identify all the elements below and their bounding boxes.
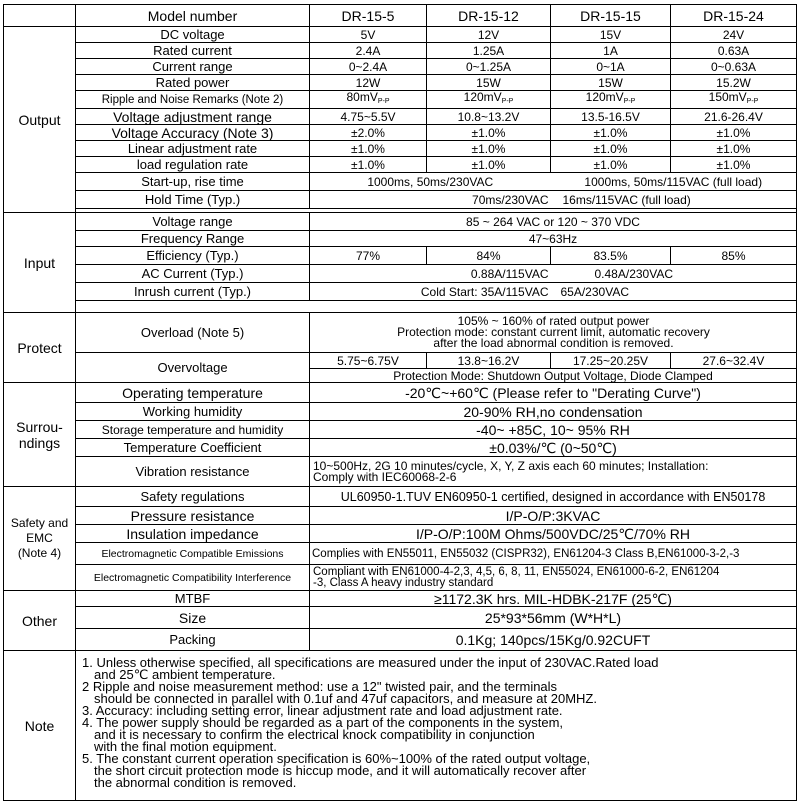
pressure-resistance-row	[4, 507, 797, 525]
efficiency-value: 84%	[427, 247, 551, 265]
storage-label: Storage temperature and humidity	[76, 421, 310, 439]
emc-interference-label: Electromagnetic Compatibility Interference	[76, 565, 310, 591]
efficiency-value: 83.5%	[551, 247, 671, 265]
hold-time-value-230: 70ms/230VAC	[310, 191, 551, 209]
load-regulation-value: ±1.0%	[671, 157, 797, 173]
ripple-value	[671, 91, 797, 109]
ripple-value-text: 120mV	[585, 90, 624, 104]
note-line: and 25℃ ambient temperature.	[94, 667, 276, 682]
dc-voltage-value: 12V	[427, 27, 551, 43]
mtbf-row	[4, 591, 797, 607]
insulation-impedance-label: Insulation impedance	[76, 525, 310, 543]
note-line: 5. The constant current operation specification is 60%~100% of the rated output voltage,	[82, 751, 591, 766]
emc-interference-row	[4, 565, 797, 591]
insulation-impedance-value: I/P-O/P:100M Ohms/500VDC/25℃/70% RH	[310, 525, 797, 543]
insulation-impedance-row	[4, 525, 797, 543]
packing-row	[4, 629, 797, 651]
overload-line-1: 105% ~ 160% of rated output power	[457, 314, 650, 328]
rated-current-value: 2.4A	[310, 43, 427, 59]
note-line: with the final motion equipment.	[94, 739, 277, 754]
header-blank	[4, 5, 76, 27]
rated-power-value: 15.2W	[671, 75, 797, 91]
operating-temperature-row	[4, 383, 797, 403]
rated-power-label: Rated power	[76, 75, 310, 91]
load-regulation-value: ±1.0%	[310, 157, 427, 173]
startup-row	[4, 173, 797, 191]
section-other: Other	[4, 591, 76, 651]
voltage-adjustment-value: 4.75~5.5V	[310, 109, 427, 125]
working-humidity-value: 20-90% RH,no condensation	[310, 403, 797, 421]
packing-label: Packing	[76, 629, 310, 651]
linear-adjustment-value: ±1.0%	[310, 141, 427, 157]
mtbf-label: MTBF	[76, 591, 310, 607]
note-line: should be connected in parallel with 0.1uf and 47uf capacitors, and measure at 20MHZ.	[94, 691, 597, 706]
storage-row	[4, 421, 797, 439]
ripple-unit-sub: P-P	[623, 98, 636, 105]
frequency-range-label: Frequency Range	[76, 231, 310, 247]
model-dr-15-15: DR-15-15	[551, 5, 671, 27]
current-range-value: 0~2.4A	[310, 59, 427, 75]
linear-adjustment-row	[4, 141, 797, 157]
dc-voltage-row	[4, 27, 797, 43]
safety-regulations-label: Safety regulations	[76, 487, 310, 507]
vibration-line-1: 10~500Hz, 2G 10 minutes/cycle, X, Y, Z axis each 60 minutes; Installation:	[313, 458, 709, 473]
overvoltage-label: Overvoltage	[76, 353, 310, 383]
input-spacer-cell	[76, 301, 797, 313]
ac-current-label: AC Current (Typ.)	[76, 265, 310, 283]
overload-value	[310, 313, 797, 353]
voltage-adjustment-row	[4, 109, 797, 125]
temperature-coefficient-value: ±0.03%/℃ (0~50℃)	[310, 439, 797, 457]
vibration-line-2: Comply with IEC60068-2-6	[313, 469, 457, 484]
model-number-label: Model number	[76, 5, 310, 27]
ripple-unit-sub: P-P	[377, 98, 390, 105]
startup-label: Start-up, rise time	[76, 173, 310, 191]
input-end-spacer	[4, 301, 797, 313]
temperature-coefficient-row	[4, 439, 797, 457]
ripple-value-text: 120mV	[463, 90, 502, 104]
overvoltage-value: 13.8~16.2V	[427, 353, 551, 369]
operating-temperature-value: -20℃~+60℃ (Please refer to "Derating Curve")	[310, 383, 797, 403]
section-output: Output	[4, 27, 76, 213]
overload-line-3: after the load abnormal condition is removed.	[433, 336, 674, 350]
overvoltage-value: 27.6~32.4V	[671, 353, 797, 369]
temperature-coefficient-label: Temperature Coefficient	[76, 439, 310, 457]
efficiency-value: 77%	[310, 247, 427, 265]
working-humidity-row	[4, 403, 797, 421]
startup-value-230: 1000ms, 50ms/230VAC	[310, 173, 551, 191]
overvoltage-value: 5.75~6.75V	[310, 353, 427, 369]
current-range-value: 0~1.25A	[427, 59, 551, 75]
linear-adjustment-value: ±1.0%	[671, 141, 797, 157]
section-safety-line-2: EMC	[26, 531, 53, 545]
model-dr-15-12: DR-15-12	[427, 5, 551, 27]
section-safety-line-3: (Note 4)	[17, 546, 62, 560]
voltage-adjustment-value: 21.6-26.4V	[671, 109, 797, 125]
voltage-range-label: Voltage range	[76, 213, 310, 231]
rated-power-value: 12W	[310, 75, 427, 91]
note-line: 4. The power supply should be regarded as a part of the components in the system,	[82, 715, 564, 730]
rated-power-value: 15W	[551, 75, 671, 91]
header-row	[4, 5, 797, 27]
ac-current-value-230: 0.48A/230VAC	[551, 265, 797, 283]
ripple-value	[427, 91, 551, 109]
efficiency-value: 85%	[671, 247, 797, 265]
rated-power-value: 15W	[427, 75, 551, 91]
overload-line-2: Protection mode: constant current limit, automatic recovery	[397, 325, 710, 339]
ripple-unit-sub: P-P	[501, 98, 514, 105]
overvoltage-value: 17.25~20.25V	[551, 353, 671, 369]
rated-current-value: 0.63A	[671, 43, 797, 59]
section-surroundings	[4, 383, 76, 487]
ripple-row	[4, 91, 797, 109]
hold-time-row	[4, 191, 797, 209]
emc-interference-value	[310, 565, 797, 591]
dc-voltage-value: 5V	[310, 27, 427, 43]
note-line: the abnormal condition is removed.	[94, 775, 297, 790]
section-input: Input	[4, 213, 76, 313]
ripple-value-text: 150mV	[708, 90, 747, 104]
emc-emissions-label: Electromagnetic Compatible Emissions	[76, 543, 310, 565]
note-line: 3. Accuracy: including setting error, linear adjustment rate and load adjustment rate.	[82, 703, 563, 718]
model-dr-15-5: DR-15-5	[310, 5, 427, 27]
hold-time-value-115: 16ms/115VAC (full load)	[551, 191, 797, 209]
linear-adjustment-value: ±1.0%	[551, 141, 671, 157]
safety-regulations-row	[4, 487, 797, 507]
emc-interference-line-1: Compliant with EN61000-4-2,3, 4,5, 6, 8, 11, EN55024, EN61000-6-2, EN61204	[313, 565, 720, 578]
current-range-label: Current range	[76, 59, 310, 75]
overvoltage-mode: Protection Mode: Shutdown Output Voltage, Diode Clamped	[310, 369, 797, 383]
dc-voltage-value: 15V	[551, 27, 671, 43]
section-safety-line-1: Safety and	[10, 516, 69, 530]
voltage-accuracy-value: ±1.0%	[671, 125, 797, 141]
voltage-range-value: 85 ~ 264 VAC or 120 ~ 370 VDC	[310, 213, 797, 231]
load-regulation-label: load regulation rate	[76, 157, 310, 173]
current-range-value: 0~1A	[551, 59, 671, 75]
safety-regulations-value: UL60950-1.TUV EN60950-1 certified, designed in accordance with EN50178	[310, 487, 797, 507]
operating-temperature-label: Operating temperature	[76, 383, 310, 403]
rated-current-value: 1A	[551, 43, 671, 59]
pressure-resistance-value: I/P-O/P:3KVAC	[310, 507, 797, 525]
emc-interference-line-2: -3, Class A heavy industry standard	[313, 576, 494, 589]
emc-emissions-row	[4, 543, 797, 565]
voltage-adjustment-label: Voltage adjustment range	[76, 109, 310, 125]
overload-row	[4, 313, 797, 353]
ac-current-value-115: 0.88A/115VAC	[310, 265, 551, 283]
efficiency-label: Efficiency (Typ.)	[76, 247, 310, 265]
inrush-current-value-230: 65A/230VAC	[551, 283, 797, 301]
size-row	[4, 607, 797, 629]
load-regulation-value: ±1.0%	[551, 157, 671, 173]
ac-current-row	[4, 265, 797, 283]
voltage-range-row	[4, 213, 797, 231]
overload-label: Overload (Note 5)	[76, 313, 310, 353]
dc-voltage-label: DC voltage	[76, 27, 310, 43]
voltage-adjustment-value: 10.8~13.2V	[427, 109, 551, 125]
hold-time-label: Hold Time (Typ.)	[76, 191, 310, 209]
note-line: 1. Unless otherwise specified, all specifications are measured under the input of 230VAC.Rated load	[82, 655, 659, 670]
emc-emissions-value: Complies with EN55011, EN55032 (CISPR32), EN61204-3 Class B,EN61000-3-2,-3	[310, 543, 797, 565]
note-line: 2 Ripple and noise measurement method: use a 12" twisted pair, and the terminals	[82, 679, 558, 694]
storage-value: -40~ +85C, 10~ 95% RH	[310, 421, 797, 439]
current-range-row	[4, 59, 797, 75]
load-regulation-value: ±1.0%	[427, 157, 551, 173]
startup-value-115: 1000ms, 50ms/115VAC (full load)	[551, 173, 797, 191]
dc-voltage-value: 24V	[671, 27, 797, 43]
ripple-value-text: 80mV	[346, 90, 378, 104]
rated-current-row	[4, 43, 797, 59]
section-surroundings-text: Surrou-ndings	[16, 418, 63, 451]
model-dr-15-24: DR-15-24	[671, 5, 797, 27]
note-line: the short circuit protection mode is hiccup mode, and it will automatically recover after	[94, 763, 587, 778]
ripple-label: Ripple and Noise Remarks (Note 2)	[76, 91, 310, 109]
linear-adjustment-label: Linear adjustment rate	[76, 141, 310, 157]
rated-power-row	[4, 75, 797, 91]
voltage-accuracy-value: ±1.0%	[551, 125, 671, 141]
notes-body	[76, 651, 797, 801]
ripple-value	[310, 91, 427, 109]
spec-table	[3, 4, 797, 801]
frequency-range-row	[4, 231, 797, 247]
note-row	[4, 651, 797, 801]
voltage-accuracy-label: Voltage Accuracy (Note 3)	[76, 125, 310, 141]
rated-current-label: Rated current	[76, 43, 310, 59]
overvoltage-row	[4, 353, 797, 369]
section-protect: Protect	[4, 313, 76, 383]
pressure-resistance-label: Pressure resistance	[76, 507, 310, 525]
section-note: Note	[4, 651, 76, 801]
voltage-accuracy-value: ±2.0%	[310, 125, 427, 141]
ripple-value	[551, 91, 671, 109]
note-line: and it is necessary to confirm the electrical knock compatibility in conjunction	[94, 727, 535, 742]
inrush-current-row	[4, 283, 797, 301]
packing-value: 0.1Kg; 140pcs/15Kg/0.92CUFT	[310, 629, 797, 651]
section-safety-emc	[4, 487, 76, 591]
size-value: 25*93*56mm (W*H*L)	[310, 607, 797, 629]
mtbf-value: ≥1172.3K hrs. MIL-HDBK-217F (25℃)	[310, 591, 797, 607]
working-humidity-label: Working humidity	[76, 403, 310, 421]
linear-adjustment-value: ±1.0%	[427, 141, 551, 157]
voltage-adjustment-value: 13.5-16.5V	[551, 109, 671, 125]
voltage-accuracy-value: ±1.0%	[427, 125, 551, 141]
current-range-value: 0~0.63A	[671, 59, 797, 75]
inrush-current-label: Inrush current (Typ.)	[76, 283, 310, 301]
vibration-label: Vibration resistance	[76, 457, 310, 487]
size-label: Size	[76, 607, 310, 629]
ripple-unit-sub: P-P	[746, 98, 759, 105]
frequency-range-value: 47~63Hz	[310, 231, 797, 247]
load-regulation-row	[4, 157, 797, 173]
inrush-current-value-115: Cold Start: 35A/115VAC	[310, 283, 551, 301]
vibration-row	[4, 457, 797, 487]
vibration-value	[310, 457, 797, 487]
efficiency-row	[4, 247, 797, 265]
rated-current-value: 1.25A	[427, 43, 551, 59]
voltage-accuracy-row	[4, 125, 797, 141]
